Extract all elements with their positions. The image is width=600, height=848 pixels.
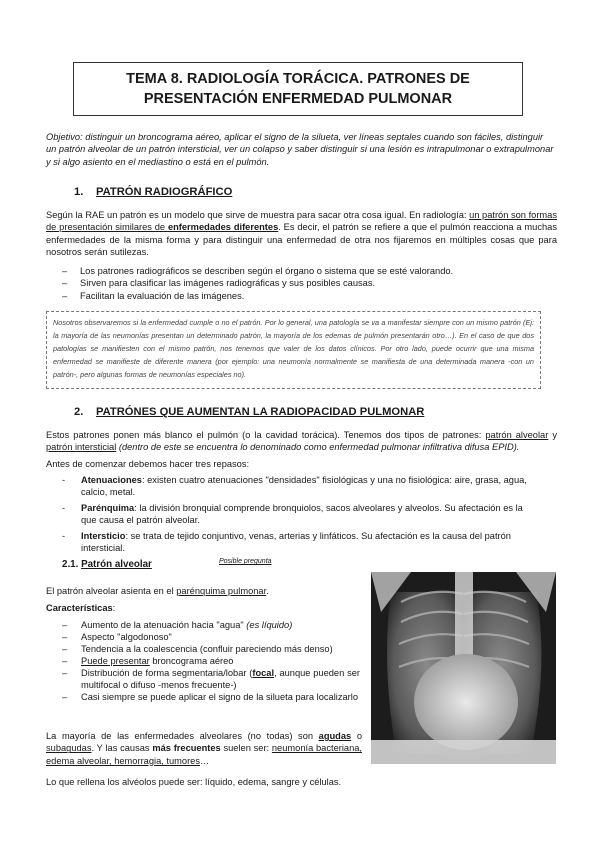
list-item: – Sirven para clasificar las imágenes radiográficas y sus posibles causas. [62,277,453,289]
section2-intro-and: y [548,430,557,440]
section2-heading [74,406,424,418]
section1-para-underlined: un patrón son formas de presentación similares de [46,210,557,233]
subsection21-number: 2.1. [62,559,79,570]
section2-number: 2. [74,406,84,418]
causes-bold: más frecuentes [152,743,221,754]
alveolar-location [46,586,269,596]
section1-bullet-list [62,265,453,302]
alveolar-location-text: El patrón alveolar asienta en el [46,586,177,596]
section2-review-list [62,474,538,557]
list-item [62,643,360,655]
section1-title: PATRÓN RADIOGRÁFICO [96,186,233,198]
characteristics-label: Características [46,603,113,613]
feature-bold-underlined: focal [252,668,275,678]
review-term: Parénquima [81,502,135,513]
list-item [62,691,360,703]
section2-before: Antes de comenzar debemos hacer tres repasos: [46,459,250,469]
alveolar-causes-paragraph [46,730,362,767]
chest-xray-image [371,572,556,764]
section2-intro-intersticial: patrón intersticial [46,442,117,453]
document-title-line1: TEMA 8. RADIOLOGÍA TORÁCICA. PATRONES DE [126,71,470,87]
review-term: Atenuaciones [81,475,142,485]
feature-text: broncograma aéreo [149,656,234,666]
characteristics-heading [46,603,115,613]
alveolar-location-underlined: parénquima pulmonar [176,586,267,596]
list-item [62,474,538,499]
list-item: – Facilitan la evaluación de las imágenes. [62,290,453,302]
section1-number: 1. [74,186,84,198]
review-term: Intersticio [81,530,126,541]
note-text: Nosotros observaremos si la enfermedad cumple o no el patrón. Por lo general, una patología se va a manifestar siempre con un mismo patrón (Ej: la mayoría de las neumonías presentan un determinado patrón, la mayoría de los edemas de pulmón presentarán otro…). En el caso de que dos patologías se manifiesten con el mismo patrón, nos tenemos que valer de los datos clínicos. Por otro lado, puede ocurrir que una misma enfermedad se manifieste de diferente manera (por ejemplo: una neumonía normalmente se manifiesta de una determinada manera -con un patrón-, pero algunas formas de neumonías especiales no). [53,318,534,379]
alveoli-fill-line: Lo que rellena los alvéolos puede ser: líquido, edema, sangre y células. [46,777,342,787]
feature-text: Aspecto "algodonoso" [81,632,172,642]
section1-heading [74,186,232,198]
possible-question-note: Posible pregunta [219,558,272,565]
feature-text: Tendencia a la coalescencia (confluir pareciendo más denso) [81,644,333,654]
characteristics-list [62,619,360,703]
list-item [62,631,360,643]
feature-underlined: Puede presentar [81,656,150,666]
section1-para-bold: enfermedades diferentes [167,222,279,233]
causes-agudas: agudas [318,731,352,741]
list-item: – Los patrones radiográficos se describen según el órgano o sistema que se esté valorando. [62,265,453,277]
note-box [46,311,541,389]
section1-paragraph [46,209,557,259]
causes-o: o [351,731,362,741]
list-item [62,655,360,667]
objective-text: Objetivo: distinguir un broncograma aéreo, aplicar el signo de la silueta, ver líneas septales cuando son fáciles, distinguir un patrón alveolar de un patrón intersticial, ver un colapso y saber distinguir si una lesión es intrapulmonar o extrapulmonar y si algo asiento en el mediastino o está en el pulmón. [46,132,554,167]
list-item [62,530,538,555]
list-item [62,619,360,631]
causes-text2: . Y las causas [91,743,153,754]
document-title-line2: PRESENTACIÓN ENFERMEDAD PULMONAR [143,91,453,107]
section1-para-text: Según la RAE un patrón es un modelo que sirve de muestra para sacar otra cosa igual. En radiología: [46,210,470,220]
section2-intro-italic: (dentro de este se encuentra lo denominado como enfermedad pulmonar infiltrativa difusa EPID). [116,442,520,453]
section2-intro [46,429,557,454]
feature-text-rest: , aunque pueden ser multifocal o difuso -menos frecuente-) [81,668,360,690]
feature-text: Casi siempre se puede aplicar el signo de la silueta para localizarlo [81,692,358,702]
subsection21-title: Patrón alveolar [81,559,152,570]
causes-subagudas: subagudas [46,743,92,754]
section2-intro-text: Estos patrones ponen más blanco el pulmón (o la cavidad torácica). Tenemos dos tipos de patrones: [46,430,486,440]
subsection21-heading [62,559,152,570]
causes-text: La mayoría de las enfermedades alveolares (no todas) son [46,731,319,741]
review-text: : existen cuatro atenuaciones "densidades" fisiológicas y una no fisiológica: aire, grasa, agua, calcio, metal. [81,475,527,498]
alveolar-location-end: . [266,586,269,596]
feature-text: Distribución de forma segmentaria/lobar ( [81,668,253,678]
characteristics-colon: : [112,603,116,613]
causes-text3: suelen ser: [220,743,272,754]
list-item [62,502,538,527]
causes-ellipsis: … [200,755,210,766]
document-title-box [73,62,523,116]
feature-text: Aumento de la atenuación hacia "agua" [81,620,247,630]
chest-xray-drawing [371,572,556,764]
review-text: : la división bronquial comprende bronquiolos, sacos alveolares y alveolos. Su afectación es la que causa el patrón alveolar. [81,502,523,526]
section2-title: PATRÓNES QUE AUMENTAN LA RADIOPACIDAD PULMONAR [96,406,425,418]
review-text: : se trata de tejido conjuntivo, venas, arterias y linfáticos. Su afectación es la causa del patrón intersticial. [81,530,511,554]
list-item [62,667,360,691]
section1-para-rest: . Es decir, el patrón se refiere a que el pulmón reacciona a muchas enfermedades de la misma forma y para distinguir una enfermedad de otra nos fijaremos en múltiples cosas que para nosotros serán sutilezas. [46,222,557,258]
feature-italic: (es líquido) [246,620,293,630]
causes-list: neumonía bacteriana, edema alveolar, hemorragia, tumores [46,743,362,766]
section2-intro-alveolar: patrón alveolar [485,430,549,440]
